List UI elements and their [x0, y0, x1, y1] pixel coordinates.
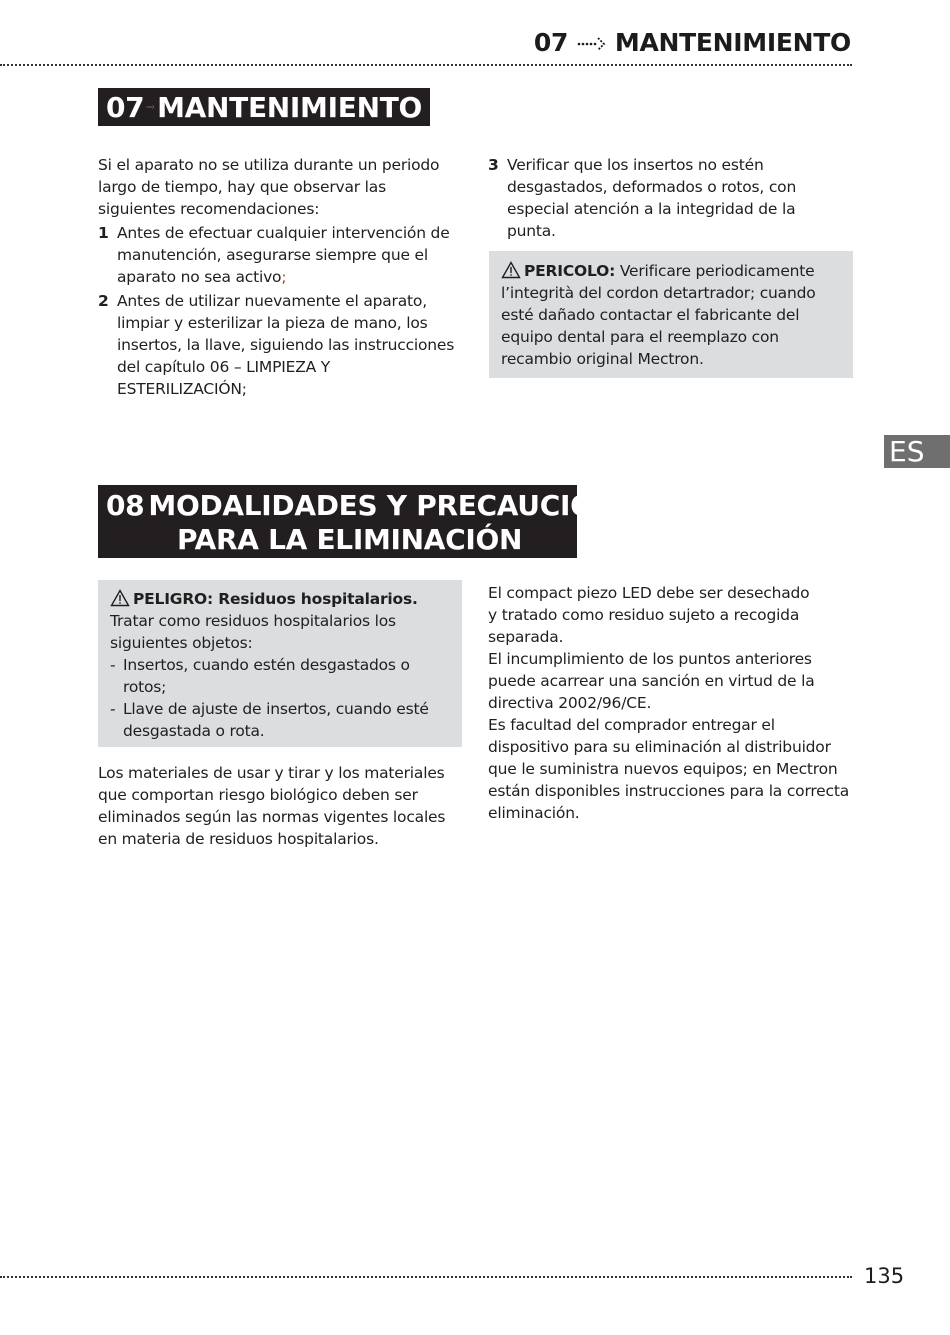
danger-item-text: Insertos, cuando estén desgastados o rotos;: [123, 656, 410, 696]
list-item: - Llave de ajuste de insertos, cuando esté desgastada o rota.: [110, 698, 450, 742]
section-08-left-paragraph: [98, 762, 462, 850]
list-item: [488, 154, 853, 242]
section-07-left-column: [98, 154, 460, 400]
list-item-text: Verificar que los insertos no estén desgastados, deformados o rotos, con especial atención a la integridad de la punta.: [507, 156, 797, 240]
paragraph: Los materiales de usar y tirar y los materiales que comportan riesgo biológico deben ser eliminados según las normas vigentes locales en materia de residuos hospitalarios.: [98, 764, 446, 848]
footer-divider: [0, 1276, 852, 1278]
section-07-intro: Si el aparato no se utiliza durante un periodo largo de tiempo, hay que observar las siguientes recomendaciones:: [98, 156, 440, 218]
dotted-arrow-icon: [577, 35, 607, 53]
section-08-right-column: [488, 582, 853, 824]
page-number: 135: [864, 1264, 905, 1288]
list-item-text: Antes de utilizar nuevamente el aparato, limpiar y esterilizar la pieza de mano, los insertos, la llave, siguiendo las instrucciones del capítulo 06 – LIMPIEZA Y ESTERILIZACIÓN;: [117, 292, 455, 398]
danger-item-text: Llave de ajuste de insertos, cuando esté desgastada o rota.: [123, 700, 429, 740]
running-header-number: 07: [533, 28, 569, 57]
list-item: [98, 222, 460, 288]
list-item-number: 1: [98, 224, 109, 242]
running-header-title: MANTENIMIENTO: [614, 28, 851, 57]
language-tab: [884, 435, 950, 468]
warning-triangle-icon: [110, 589, 130, 607]
dotted-arrow-icon: [146, 96, 155, 118]
section-08-number: 08: [106, 488, 145, 522]
paragraph: El compact piezo LED debe ser desechado y tratado como residuo sujeto a recogida separada.: [488, 584, 810, 646]
section-08-title: [98, 485, 656, 558]
warning-label: PERICOLO:: [524, 262, 616, 280]
section-07-heading: MANTENIMIENTO: [157, 90, 422, 124]
paragraph: Es facultad del comprador entregar el dispositivo para su eliminación al distribuidor que le suministra nuevos equipos; en Mectron están disponibles instrucciones para la correcta eliminación.: [488, 716, 850, 822]
list-item: - Insertos, cuando estén desgastados o rotos;: [110, 654, 450, 698]
danger-box: [98, 580, 462, 747]
section-08-heading-line2: PARA LA ELIMINACIÓN: [177, 523, 523, 556]
header-divider: [0, 64, 852, 66]
list-item: [98, 290, 460, 400]
warning-text: Verificare periodicamente l’integrità del cordon detartrador; cuando esté dañado contactar el fabricante del equipo dental para el reemplazo con recambio original Mectron.: [501, 262, 816, 368]
section-07-title: [98, 88, 430, 126]
paragraph: El incumplimiento de los puntos anteriores puede acarrear una sanción en virtud de la directiva 2002/96/CE.: [488, 650, 815, 712]
list-item-number: 3: [488, 156, 499, 174]
list-item-tail: ;: [281, 268, 287, 286]
list-item-number: 2: [98, 292, 109, 310]
section-07-number: 07: [106, 90, 145, 124]
language-tab-label: ES: [889, 435, 925, 468]
section-07-right-column: [488, 154, 853, 242]
list-item-text: Antes de efectuar cualquier intervención de manutención, asegurarse siempre que el aparato no sea activo: [117, 224, 450, 286]
danger-label: PELIGRO: Residuos hospitalarios.: [133, 590, 418, 608]
warning-box: [489, 251, 853, 378]
section-08-heading-line1: MODALIDADES Y PRECAUCIONES: [148, 488, 656, 522]
danger-text: Tratar como residuos hospitalarios los siguientes objetos:: [110, 612, 396, 652]
warning-triangle-icon: [501, 261, 521, 279]
running-header: [534, 28, 851, 57]
